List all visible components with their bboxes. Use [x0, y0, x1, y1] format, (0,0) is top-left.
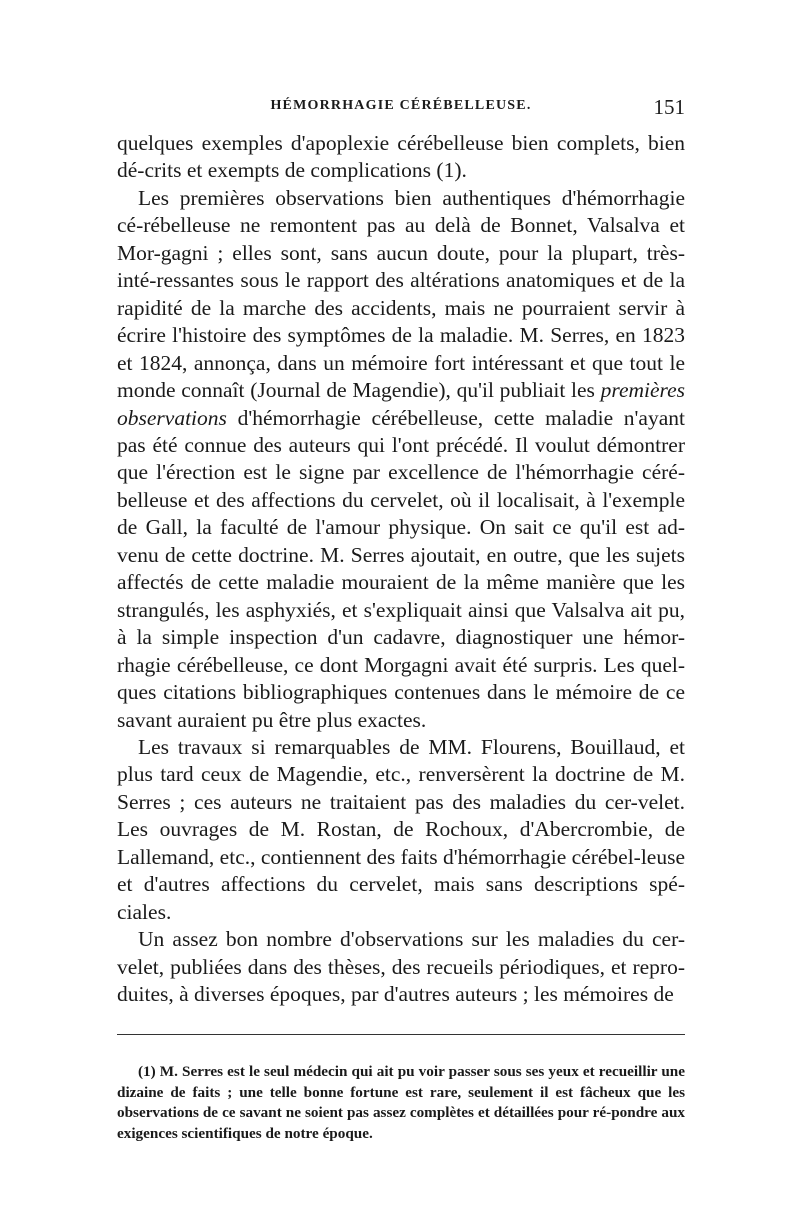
- footnote: [117, 1062, 685, 1144]
- paragraph-2-part-2: d'hémorrhagie cérébelleuse, cette maladie n'ayant pas été connue des auteurs qui l'ont précédé. Il voulut démontrer que l'érection est le signe par excellence de l'hémorrhagie céré-belleuse et des affections du cervelet, où il localisait, à l'exemple de Gall, la faculté de l'amour physique. On sait ce qu'il est ad-venu de cette doctrine. M. Serres ajoutait, en outre, que les sujets affectés de cette maladie mouraient de la même manière que les strangulés, les asphyxiés, et s'expliquait ainsi que Valsalva ait pu, à la simple inspection d'un cadavre, diagnostiquer une hémor-rhagie cérébelleuse, ce dont Morgagni avait été surpris. Les quel-ques citations bibliographiques contenues dans le mémoire de ce savant auraient pu être plus exactes.: [117, 405, 685, 732]
- paragraph-1: quelques exemples d'apoplexie cérébelleuse bien complets, bien dé-crits et exempts de complications (1).: [117, 131, 685, 183]
- footnote-text: (1) M. Serres est le seul médecin qui ait pu voir passer sous ses yeux et recueillir une dizaine de faits ; une telle bonne fortune est rare, seulement il est fâcheux que les observations de ce savant ne soient pas assez complètes et détaillées pour ré-pondre aux exigences scientifiques de notre époque.: [117, 1063, 685, 1142]
- page-number: 151: [653, 95, 685, 119]
- paragraph-2: [117, 185, 685, 734]
- footnote-divider: [117, 1034, 685, 1035]
- paragraph-2-part-1: Les premières observations bien authentiques d'hémorrhagie cé-rébelleuse ne remontent pas au delà de Bonnet, Valsalva et Mor-gagni ; elles sont, sans aucun doute, pour la plupart, très-inté-ressantes sous le rapport des altérations anatomiques et de la rapidité de la marche des accidents, mais ne pourraient servir à écrire l'histoire des symptômes de la maladie. M. Serres, en 1823 et 1824, annonça, dans un mémoire fort intéressant et que tout le monde connaît (Journal de Magendie), qu'il publiait les: [117, 185, 685, 403]
- paragraph-3: Les travaux si remarquables de MM. Flourens, Bouillaud, et plus tard ceux de Magendie, etc., renversèrent la doctrine de M. Serres ; ces auteurs ne traitaient pas des maladies du cer-velet. Les ouvrages de M. Rostan, de Rochoux, d'Abercrombie, de Lallemand, etc., contiennent des faits d'hémorrhagie cérébel-leuse et d'autres affections du cervelet, mais sans descriptions spé-ciales.: [117, 734, 685, 924]
- paragraph-2-emphasis: premières observations: [117, 378, 686, 430]
- running-title: HÉMORRHAGIE CÉRÉBELLEUSE.: [270, 98, 532, 113]
- body-text: [117, 130, 685, 1009]
- running-header: [117, 95, 685, 122]
- paragraph-4: Un assez bon nombre d'observations sur les maladies du cer-velet, publiées dans des thèses, des recueils périodiques, et repro-duites, à diverses époques, par d'autres auteurs ; les mémoires de: [117, 927, 685, 1007]
